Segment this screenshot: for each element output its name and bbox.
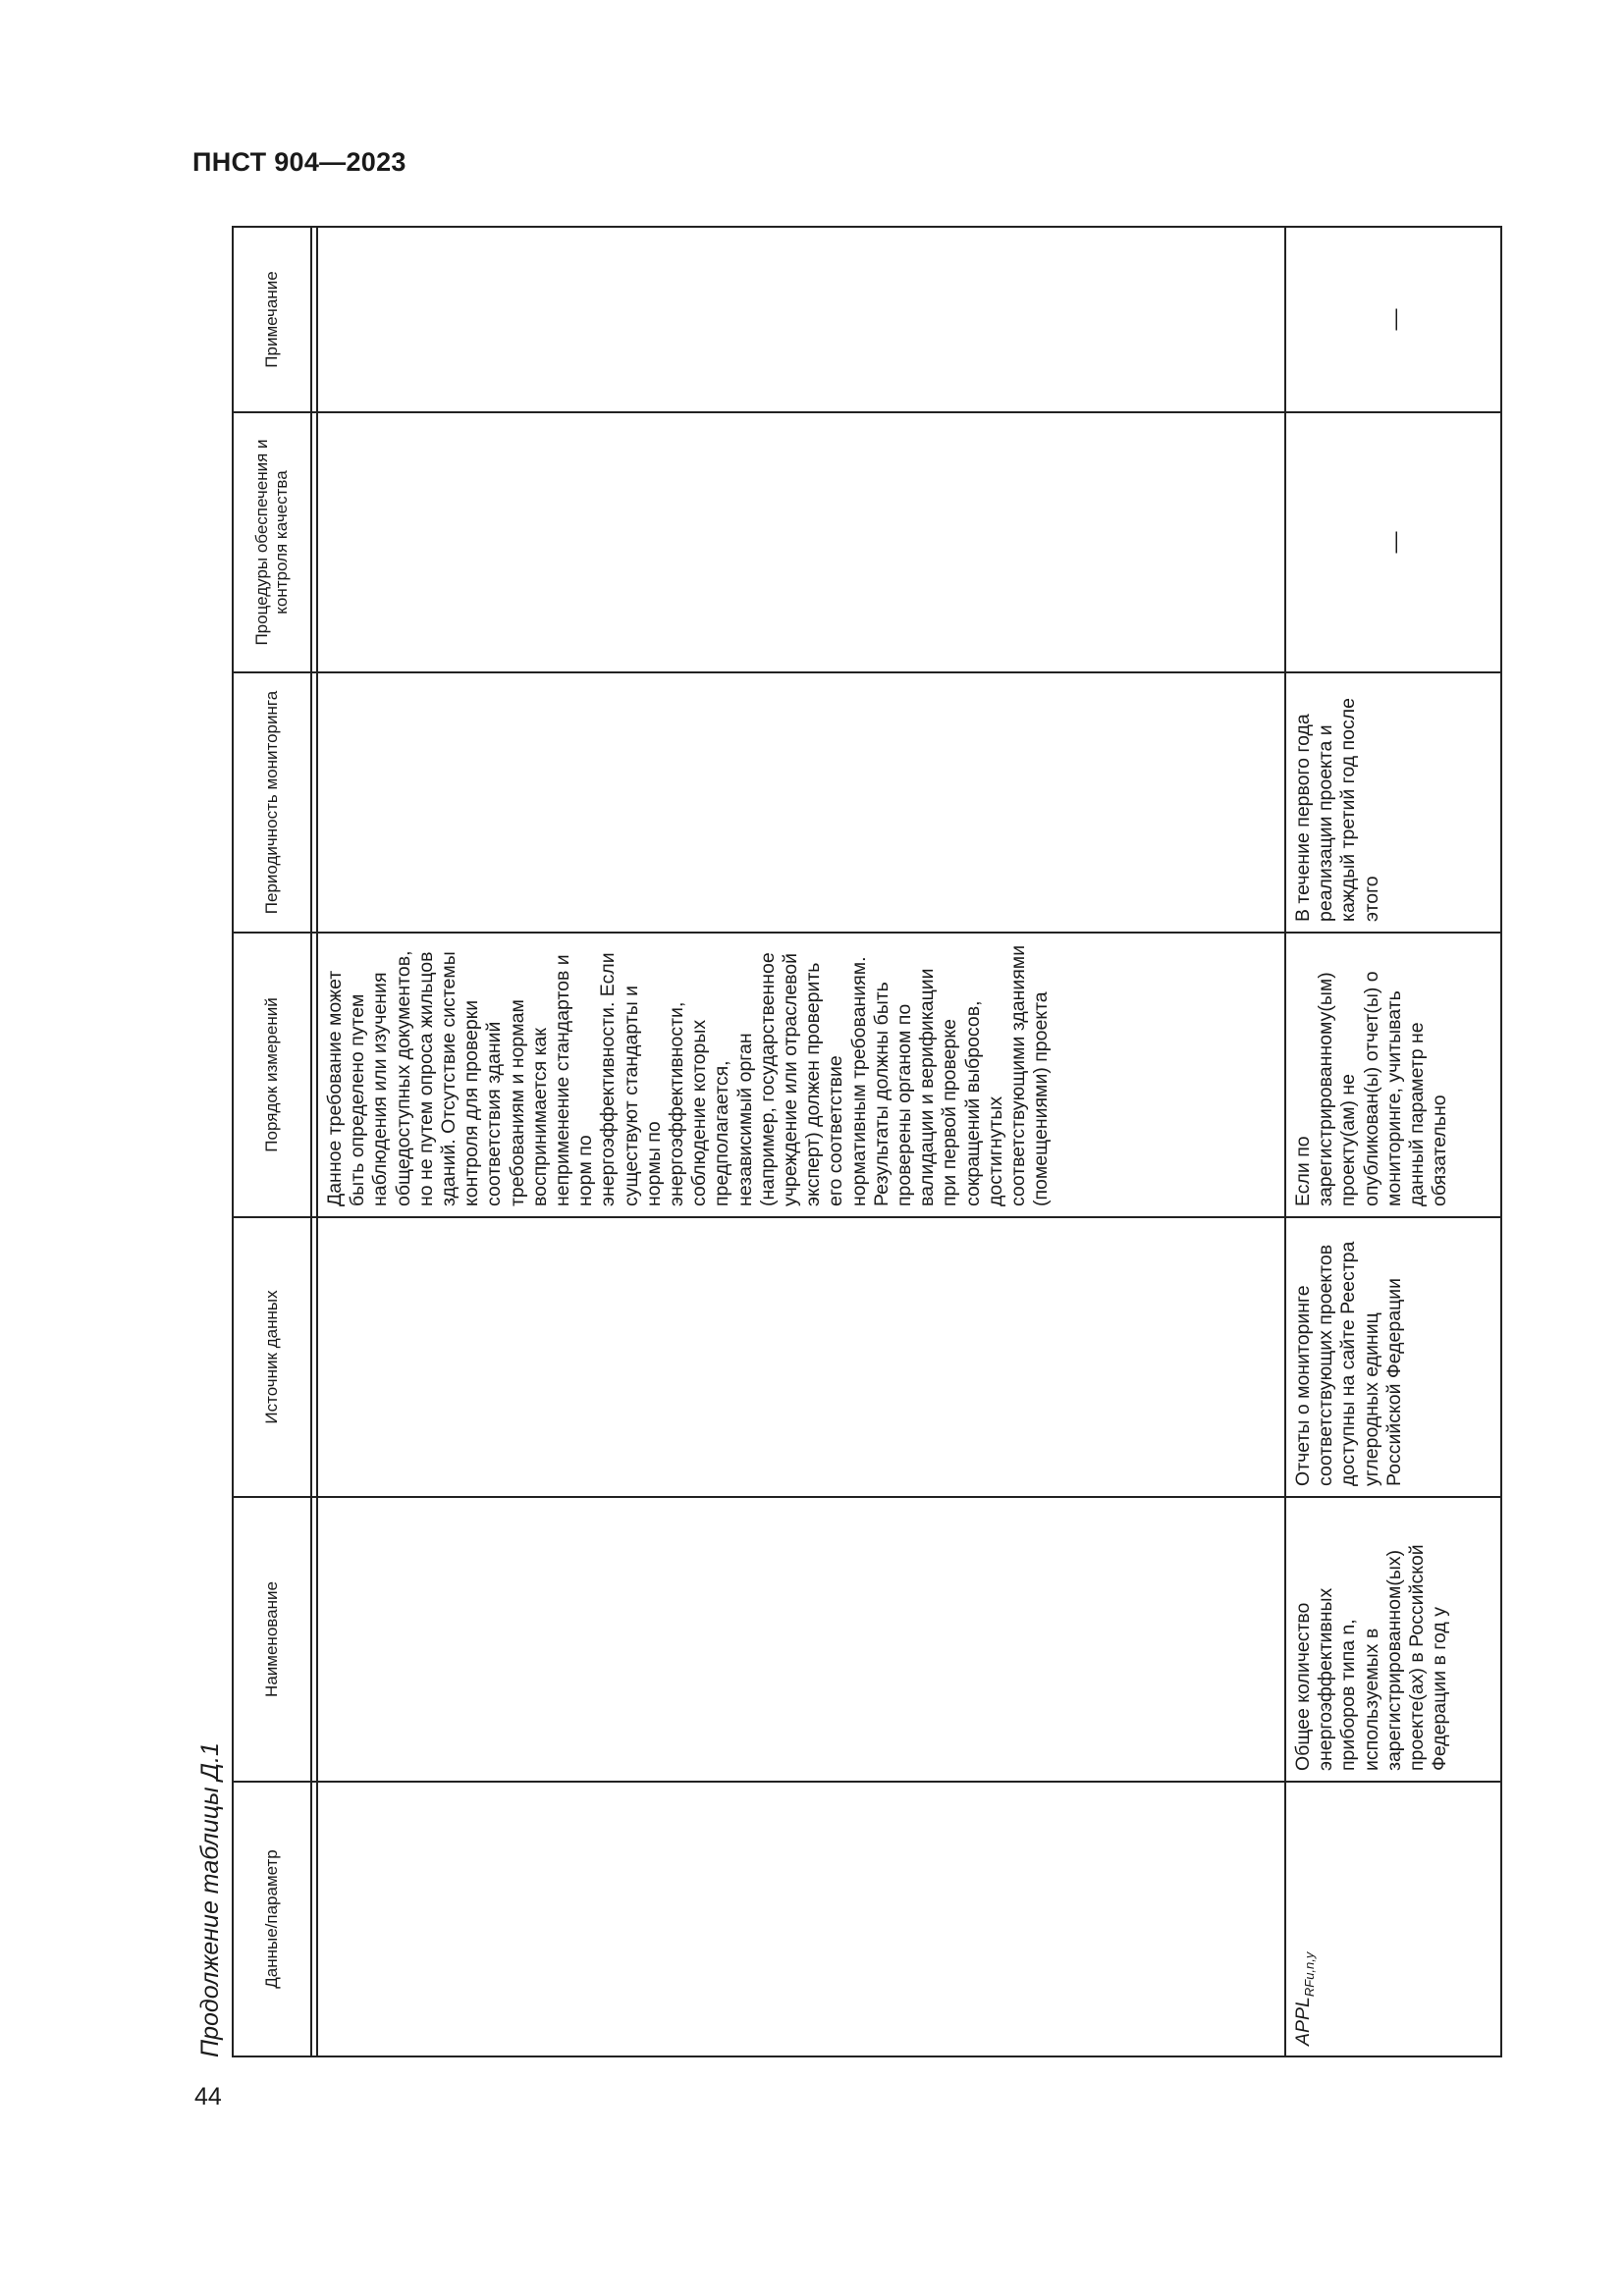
cell-param xyxy=(317,1782,1285,2056)
source-text: Отчеты о мониторинге соответствующих проектов доступны на сайте Реестра углеродных единиц Российской Федерации xyxy=(1292,1241,1405,1486)
document-code: ПНСТ 904—2023 xyxy=(192,147,406,177)
parameter-symbol-subscript: RFu,n,y xyxy=(1301,1951,1317,1998)
col-header-param: Данные/параметр xyxy=(233,1782,311,2056)
rotated-table-block xyxy=(192,228,1502,2057)
cell-periodicity xyxy=(317,672,1285,933)
table-row xyxy=(1285,227,1501,2056)
qa-dash: — xyxy=(1382,531,1407,554)
col-header-note: Примечание xyxy=(233,227,311,412)
parameter-symbol xyxy=(1286,1783,1326,2056)
cell-name xyxy=(1285,1497,1501,1782)
cell-source xyxy=(317,1217,1285,1497)
procedure-text: Данное требование может быть определено путем наблюдения или изучения общедоступных документов, но не путем опроса жильцов зданий. Отсутствие системы контроля для проверки соответствия зданий требованиям и нормам воспринимается как неприменение стандартов и норм по энергоэффективности. Если существуют стандарты и нормы по энергоэффективности, соблюдение которых предполагается, независимый орган (например, государственное учреждение или отраслевой эксперт) должен проверить его соответствие нормативным требованиям. Результаты должны быть проверены органом по валидации и верификации при первой проверке сокращений выбросов, достигнутых соответствующими зданиями (помещениями) проекта xyxy=(324,944,1053,1206)
col-header-qa: Процедуры обеспечения и контроля качества xyxy=(233,412,311,672)
procedure-text: Если по зарегистрированному(ым) проекту(ам) не опубликован(ы) отчет(ы) о мониторинге, учитывать данный параметр не обязательно xyxy=(1292,971,1451,1206)
col-header-procedure: Порядок измерений xyxy=(233,933,311,1217)
cell-note xyxy=(317,227,1285,412)
table-caption: Продолжение таблицы Д.1 xyxy=(196,1742,224,2057)
cell-periodicity xyxy=(1285,672,1501,933)
table-row xyxy=(317,227,1285,2056)
table-header-row xyxy=(233,227,311,2056)
periodicity-text: В течение первого года реализации проекта и каждый третий год после этого xyxy=(1292,698,1382,922)
cell-param xyxy=(1285,1782,1501,2056)
col-header-source: Источник данных xyxy=(233,1217,311,1497)
name-text: Общее количество энергоэффективных приборов типа n, используемых в зарегистрированном(ых) проекте(ах) в Российской Федерации в год y xyxy=(1292,1544,1451,1771)
cell-name xyxy=(317,1497,1285,1782)
cell-note xyxy=(1285,227,1501,412)
col-header-name: Наименование xyxy=(233,1497,311,1782)
parameter-symbol-main: APPL xyxy=(1292,1997,1314,2046)
data-table xyxy=(232,226,1502,2057)
page-number: 44 xyxy=(194,2083,222,2110)
col-header-periodicity: Периодичность мониторинга xyxy=(233,672,311,933)
cell-procedure xyxy=(317,933,1285,1217)
note-dash: — xyxy=(1382,308,1407,331)
cell-procedure xyxy=(1285,933,1501,1217)
cell-qa xyxy=(1285,412,1501,672)
cell-qa xyxy=(317,412,1285,672)
cell-source xyxy=(1285,1217,1501,1497)
